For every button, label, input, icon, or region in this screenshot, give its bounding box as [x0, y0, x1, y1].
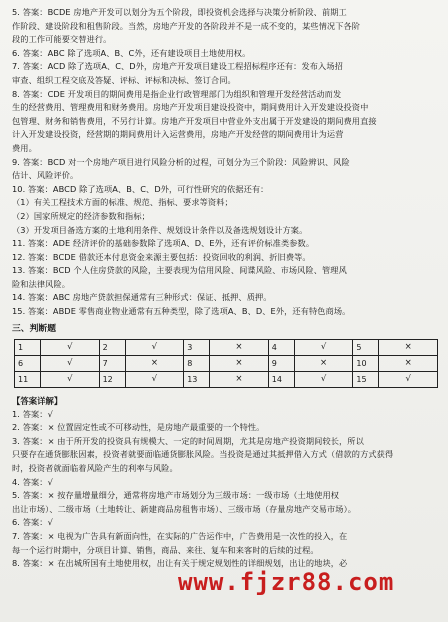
question-number-cell: 9 [268, 355, 294, 371]
text-line: 7. 答案：× 电视为广告具有新面向性，在实际的广告运作中，广告费用是一次性的投入，在 [12, 531, 348, 541]
analysis-title: 【答案详解】 [12, 395, 63, 406]
question-number-cell: 15 [353, 371, 379, 387]
text-line: 险和法律风险。 [12, 278, 71, 289]
answer-mark-cell: √ [294, 339, 353, 355]
question-number-cell: 2 [99, 339, 125, 355]
question-number-cell: 6 [15, 355, 41, 371]
answer-mark-cell: √ [379, 371, 438, 387]
text-line: 8. 答案：× 在出城所国有土地使用权，出让有关于规定规划性的详细规划，出让的地块，必 [12, 558, 348, 569]
text-line: 作阶段、建设阶段和租售阶段。当然，房地产开发的各阶段并不是一成不变的，某些情况下各阶 [12, 20, 361, 31]
text-line: 审查、组织工程交底及答疑、评标、评标和决标、签订合同。 [12, 74, 236, 85]
text-line: 8. 答案：CDE 开发项目的期间费用是指企业行政管理部门为组织和管理开发经营活动而发 [12, 88, 342, 99]
text-line: 15. 答案：ABDE 零售商业物业通常有五种类型，除了选项A、B、D、E外，还有特色商场。 [12, 306, 351, 317]
answer-mark-cell: √ [41, 371, 100, 387]
question-number-cell: 8 [184, 355, 210, 371]
table-row [15, 355, 438, 371]
text-line: 每一个运行时期中，分项目计算、销售，商品、来往、复车和来客时的后续的过程。 [12, 544, 319, 555]
answer-text-top [12, 6, 438, 319]
text-line: 2. 答案：× 位置固定性或不可移动性，是房地产最重要的一个特性。 [12, 422, 265, 433]
question-number-cell: 13 [184, 371, 210, 387]
judgement-answer-table [14, 339, 438, 388]
text-line: （2）国家所规定的经济参数和指标； [12, 210, 150, 221]
text-line: （1）有关工程技术方面的标准、规范、指标、要求等资料； [12, 197, 233, 208]
answer-mark-cell: × [210, 371, 269, 387]
text-line: 11. 答案：ADE 经济评价的基础参数除了选项A、D、E外，还有评价标准类参数。 [12, 238, 315, 249]
text-line: 6. 答案：ABC 除了选项A、B、C外，还有建设项目土地使用权。 [12, 47, 251, 58]
question-number-cell: 10 [353, 355, 379, 371]
text-line: 估计、风险评价。 [12, 170, 79, 181]
text-line: 1. 答案：√ [12, 408, 53, 419]
text-line: 计入开发建设投资，经营期的期间费用计入运营费用，房地产开发经营的期间费用计为运营 [12, 129, 344, 140]
text-line: 6. 答案：√ [12, 517, 53, 528]
section-title: 三、判断题 [12, 323, 56, 334]
question-number-cell: 14 [268, 371, 294, 387]
table-row [15, 371, 438, 387]
text-line: 时，投资者就面临着风险产生的利率与风险。 [12, 463, 178, 474]
answer-mark-cell: √ [41, 355, 100, 371]
text-line: 7. 答案：ACD 除了选项A、C、D外，房地产开发项目建设工程招标程序还有：发布入场招 [12, 61, 343, 72]
text-line: 3. 答案：× 由于所开发的投资具有规模大、一定的时间周期，尤其是房地产投资期间较长，所以 [12, 435, 364, 446]
question-number-cell: 11 [15, 371, 41, 387]
text-line: 4. 答案：√ [12, 476, 53, 487]
text-line: 9. 答案：BCD 对一个房地产项目进行风险分析的过程，可划分为三个阶段：风险辨识、风险 [12, 156, 350, 167]
question-number-cell: 7 [99, 355, 125, 371]
question-number-cell: 1 [15, 339, 41, 355]
text-line: 生的经营费用、管理费用和财务费用。房地产开发项目建设投资中，期间费用计入开发建设投资中 [12, 102, 369, 113]
table-row [15, 339, 438, 355]
text-line: 5. 答案：BCDE 房地产开发可以划分为五个阶段，即投资机会选择与决策分析阶段、前期工 [12, 7, 347, 17]
text-line: 费用。 [12, 142, 37, 153]
answer-mark-cell: √ [41, 339, 100, 355]
text-line: 包管理、财务和销售费用，不另行计算。房地产开发项目中营业外支出属于开发建设的期间费用直接 [12, 115, 377, 126]
text-line: （3）开发项目备选方案的土地利用条件、规划设计条件以及备选规划设计方案。 [12, 224, 308, 235]
answer-mark-cell: × [210, 339, 269, 355]
answer-mark-cell: √ [294, 371, 353, 387]
answer-mark-cell: √ [125, 339, 184, 355]
answer-mark-cell: × [379, 355, 438, 371]
text-line: 段的工作可能要交替进行。 [12, 34, 112, 45]
text-line: 10. 答案：ABCD 除了选项A、B、C、D外，可行性研究的依据还有： [12, 183, 269, 194]
question-number-cell: 3 [184, 339, 210, 355]
answer-mark-cell: × [125, 355, 184, 371]
text-line: 只要存在通货膨胀因素，投资者就要面临通货膨胀风险。当投资是通过其抵押借入方式（借款的方式获得 [12, 449, 394, 460]
question-number-cell: 4 [268, 339, 294, 355]
text-line: 5. 答案：× 按存量增量细分，通常将房地产市场划分为三级市场：一级市场（土地使用权 [12, 490, 340, 501]
answer-text-bottom [12, 408, 438, 571]
text-line: 14. 答案：ABC 房地产贷款担保通常有三种形式：保证、抵押、质押。 [12, 292, 272, 303]
text-line: 出让市场）、二级市场（土地转让、新建商品房租售市场）、三级市场（存量房地产交易市场）。 [12, 503, 357, 514]
question-number-cell: 12 [99, 371, 125, 387]
answer-mark-cell: × [294, 355, 353, 371]
answer-mark-cell: √ [125, 371, 184, 387]
text-line: 12. 答案：BCDE 借款还本付息资金来源主要包括：投资回收的利润、折旧费等。 [12, 251, 311, 262]
question-number-cell: 5 [353, 339, 379, 355]
answer-mark-cell: × [210, 355, 269, 371]
answer-mark-cell: × [379, 339, 438, 355]
text-line: 13. 答案：BCD 个人住房贷款的风险，主要表现为信用风险、间谍风险、市场风险、管理风 [12, 265, 347, 276]
site-watermark: www.fjzr88.com [178, 568, 395, 596]
